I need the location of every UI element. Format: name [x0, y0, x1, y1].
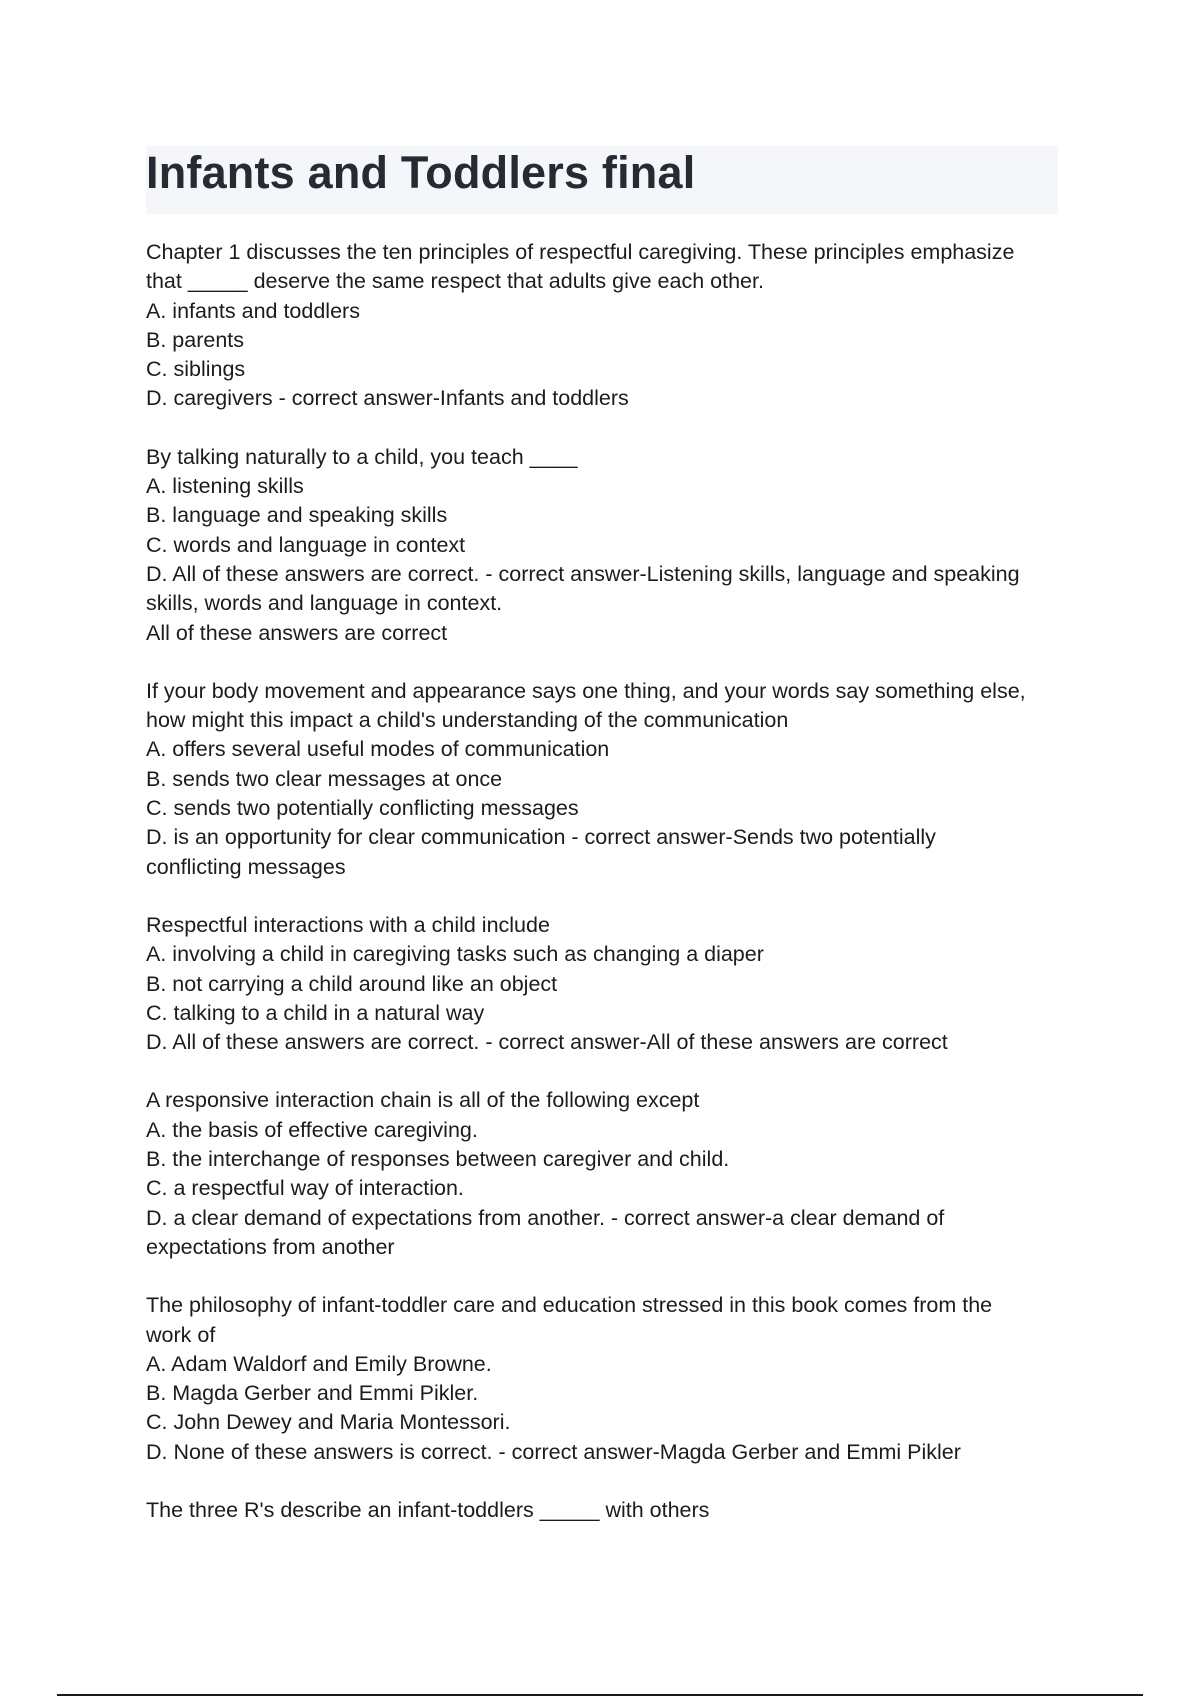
question-text: The philosophy of infant-toddler care and education stressed in this book comes from the: [146, 1293, 993, 1318]
answer-option: C. John Dewey and Maria Montessori.: [146, 1410, 511, 1435]
answer-option: A. listening skills: [146, 474, 304, 499]
answer-option: B. sends two clear messages at once: [146, 766, 503, 791]
answer-option-with-correct-answer: D. caregivers - correct answer-Infants and toddlers: [146, 386, 629, 411]
correct-answer-continuation: All of these answers are correct: [146, 620, 448, 645]
answer-option: B. not carrying a child around like an object: [146, 971, 558, 996]
answer-option: A. the basis of effective caregiving.: [146, 1117, 478, 1142]
question-block-3: [146, 677, 1064, 882]
answer-option: C. a respectful way of interaction.: [146, 1176, 464, 1201]
correct-answer-continuation: conflicting messages: [146, 854, 346, 879]
question-text: If your body movement and appearance says one thing, and your words say something else,: [146, 678, 1026, 703]
footer-divider: [57, 1694, 1143, 1696]
question-text: Respectful interactions with a child include: [146, 912, 550, 937]
answer-option: A. offers several useful modes of communication: [146, 737, 610, 762]
answer-option: B. language and speaking skills: [146, 503, 448, 528]
question-text: work of: [146, 1322, 216, 1347]
answer-option: A. involving a child in caregiving tasks such as changing a diaper: [146, 942, 764, 967]
answer-option: B. Magda Gerber and Emmi Pikler.: [146, 1381, 479, 1406]
question-text: Chapter 1 discusses the ten principles of respectful caregiving. These principles emphasize: [146, 240, 1015, 264]
answer-option: C. talking to a child in a natural way: [146, 1000, 485, 1025]
answer-option: A. Adam Waldorf and Emily Browne.: [146, 1351, 492, 1376]
correct-answer-continuation: expectations from another: [146, 1234, 395, 1259]
answer-option: C. words and language in context: [146, 532, 466, 557]
question-block-6: [146, 1291, 1064, 1467]
question-text: how might this impact a child's understanding of the communication: [146, 708, 789, 733]
question-block-2: [146, 443, 1064, 648]
question-block-1: [146, 238, 1064, 414]
answer-option: C. siblings: [146, 357, 246, 382]
answer-option-with-correct-answer: D. is an opportunity for clear communication - correct answer-Sends two potentially: [146, 825, 936, 850]
answer-option-with-correct-answer: D. All of these answers are correct. - correct answer-Listening skills, language and speaking: [146, 561, 1020, 586]
correct-answer-continuation: skills, words and language in context.: [146, 591, 503, 616]
answer-option-with-correct-answer: D. All of these answers are correct. - correct answer-All of these answers are correct: [146, 1030, 948, 1055]
question-list: [146, 238, 1064, 1554]
question-text: By talking naturally to a child, you teach ____: [146, 444, 578, 469]
answer-option: C. sends two potentially conflicting messages: [146, 796, 579, 821]
question-block-5: [146, 1086, 1064, 1262]
question-block-4: [146, 911, 1064, 1057]
answer-option-with-correct-answer: D. a clear demand of expectations from another. - correct answer-a clear demand of: [146, 1205, 945, 1230]
answer-option: B. parents: [146, 327, 244, 352]
question-text: The three R's describe an infant-toddlers _____ with others: [146, 1497, 710, 1522]
question-text: A responsive interaction chain is all of the following except: [146, 1088, 700, 1113]
answer-option-with-correct-answer: D. None of these answers is correct. - correct answer-Magda Gerber and Emmi Pikler: [146, 1439, 961, 1464]
document-title: Infants and Toddlers final: [146, 147, 696, 198]
question-block-7: [146, 1496, 1064, 1525]
answer-option: B. the interchange of responses between caregiver and child.: [146, 1147, 730, 1172]
answer-option: A. infants and toddlers: [146, 298, 360, 323]
question-text: that _____ deserve the same respect that adults give each other.: [146, 269, 764, 294]
